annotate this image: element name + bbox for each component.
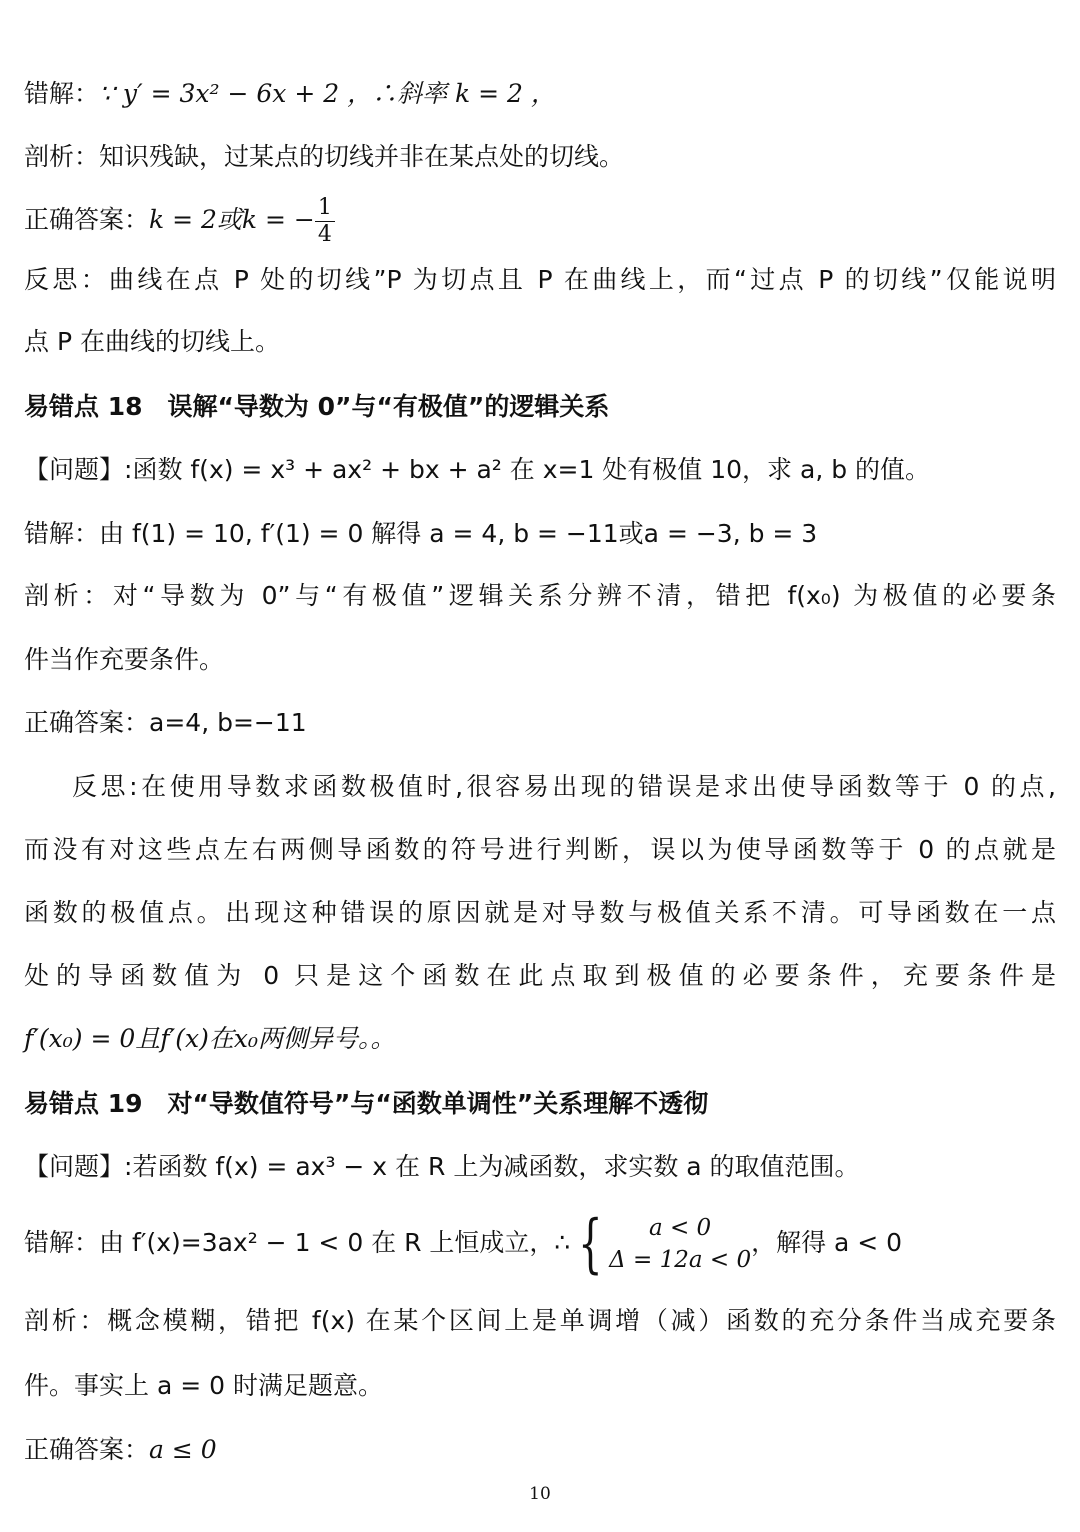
text: 概念模糊，错把 f(x) 在某个区间上是单调增（减）函数的充分条件当成充要条 xyxy=(107,1306,1056,1335)
analysis-17 xyxy=(24,141,1056,173)
system-rows xyxy=(609,1212,751,1276)
math-text: a ≤ 0 xyxy=(149,1435,217,1464)
label: 反思： xyxy=(24,265,110,294)
heading-text: 易错点 19 对“导数值符号”与“函数单调性”关系理解不透彻 xyxy=(24,1089,709,1118)
text: 知识残缺，过某点的切线并非在某点处的切线。 xyxy=(99,142,625,171)
reflection-18-line2 xyxy=(24,834,1056,866)
label: 正确答案： xyxy=(24,205,150,234)
section-heading-18 xyxy=(24,391,1056,423)
equation-system xyxy=(570,1207,752,1281)
label: 正确答案： xyxy=(24,1435,150,1464)
fraction xyxy=(315,195,335,248)
page-number: 10 xyxy=(529,1484,551,1504)
text: 反思:在使用导数求函数极值时,很容易出现的错误是求出使导函数等于 0 的点, xyxy=(72,772,1056,801)
system-row-2: Δ = 12a < 0 xyxy=(609,1247,752,1273)
text: 件当作充要条件。 xyxy=(24,645,225,674)
numerator: 1 xyxy=(315,195,335,222)
math-text: ∵ y′ = 3x² − 6x + 2 ，∴斜率 k = 2 ， xyxy=(99,79,556,108)
text: 而没有对这些点左右两侧导函数的符号进行判断，误以为使导函数等于 0 的点就是 xyxy=(24,835,1056,864)
label: 剖析： xyxy=(24,581,113,610)
correct-answer-19 xyxy=(24,1434,1056,1466)
math-text: f′(x₀) = 0且f′(x)在x₀两侧异号。。 xyxy=(24,1024,396,1053)
label: 剖析： xyxy=(24,142,100,171)
reflection-17 xyxy=(24,264,1056,296)
wrong-solution-18 xyxy=(24,518,1056,550)
label: 【问题】 xyxy=(24,455,125,484)
analysis-19-cont xyxy=(24,1370,1056,1402)
reflection-18-line5 xyxy=(24,1023,1056,1055)
label: 错解： xyxy=(24,519,100,548)
left-brace: { xyxy=(578,1207,603,1281)
reflection-18 xyxy=(72,771,1056,803)
problem-19 xyxy=(24,1151,1056,1183)
label: 正确答案： xyxy=(24,708,150,737)
text: :函数 f(x) = x³ + ax² + bx + a² 在 x=1 处有极值 10，求 a, b 的值。 xyxy=(124,455,931,484)
analysis-19 xyxy=(24,1305,1056,1337)
wrong-solution-17 xyxy=(24,78,1056,110)
label: 【问题】 xyxy=(24,1152,125,1181)
section-heading-19 xyxy=(24,1088,1056,1120)
text: 点 P 在曲线的切线上。 xyxy=(24,327,280,356)
denominator: 4 xyxy=(317,221,332,247)
analysis-18-cont xyxy=(24,644,1056,676)
correct-answer-17 xyxy=(24,190,1056,250)
text: a=4, b=−11 xyxy=(149,708,307,737)
text: 由 f(1) = 10, f′(1) = 0 解得 a = 4, b = −11或a = −3, b = 3 xyxy=(99,519,818,548)
analysis-18 xyxy=(24,580,1056,612)
reflection-18-line3 xyxy=(24,897,1056,929)
correct-answer-18 xyxy=(24,707,1056,739)
label: 错解： xyxy=(24,79,100,108)
reflection-18-line4 xyxy=(24,960,1056,992)
text: ，解得 a < 0 xyxy=(751,1228,903,1257)
system-row-1: a < 0 xyxy=(648,1215,712,1241)
text: 处的导函数值为 0 只是这个函数在此点取到极值的必要条件，充要条件是 xyxy=(24,961,1056,990)
label: 剖析： xyxy=(24,1306,108,1335)
math-text: k = 2或k = − xyxy=(149,205,315,234)
text: 由 f′(x)=3ax² − 1 < 0 在 R 上恒成立，∴ xyxy=(99,1228,571,1257)
reflection-17-cont xyxy=(24,326,1056,358)
text: 对“导数为 0”与“有极值”逻辑关系分辨不清，错把 f(x₀) 为极值的必要条 xyxy=(112,581,1056,610)
text: 函数的极值点。出现这种错误的原因就是对导数与极值关系不清。可导函数在一点 xyxy=(24,898,1056,927)
wrong-solution-19 xyxy=(24,1207,1056,1281)
text: 曲线在点 P 处的切线”P 为切点且 P 在曲线上，而“过点 P 的切线”仅能说明 xyxy=(109,265,1056,294)
text: 件。事实上 a = 0 时满足题意。 xyxy=(24,1371,383,1400)
text: :若函数 f(x) = ax³ − x 在 R 上为减函数，求实数 a 的取值范围。 xyxy=(124,1152,860,1181)
problem-18 xyxy=(24,454,1056,486)
label: 错解： xyxy=(24,1228,100,1257)
heading-text: 易错点 18 误解“导数为 0”与“有极值”的逻辑关系 xyxy=(24,392,610,421)
